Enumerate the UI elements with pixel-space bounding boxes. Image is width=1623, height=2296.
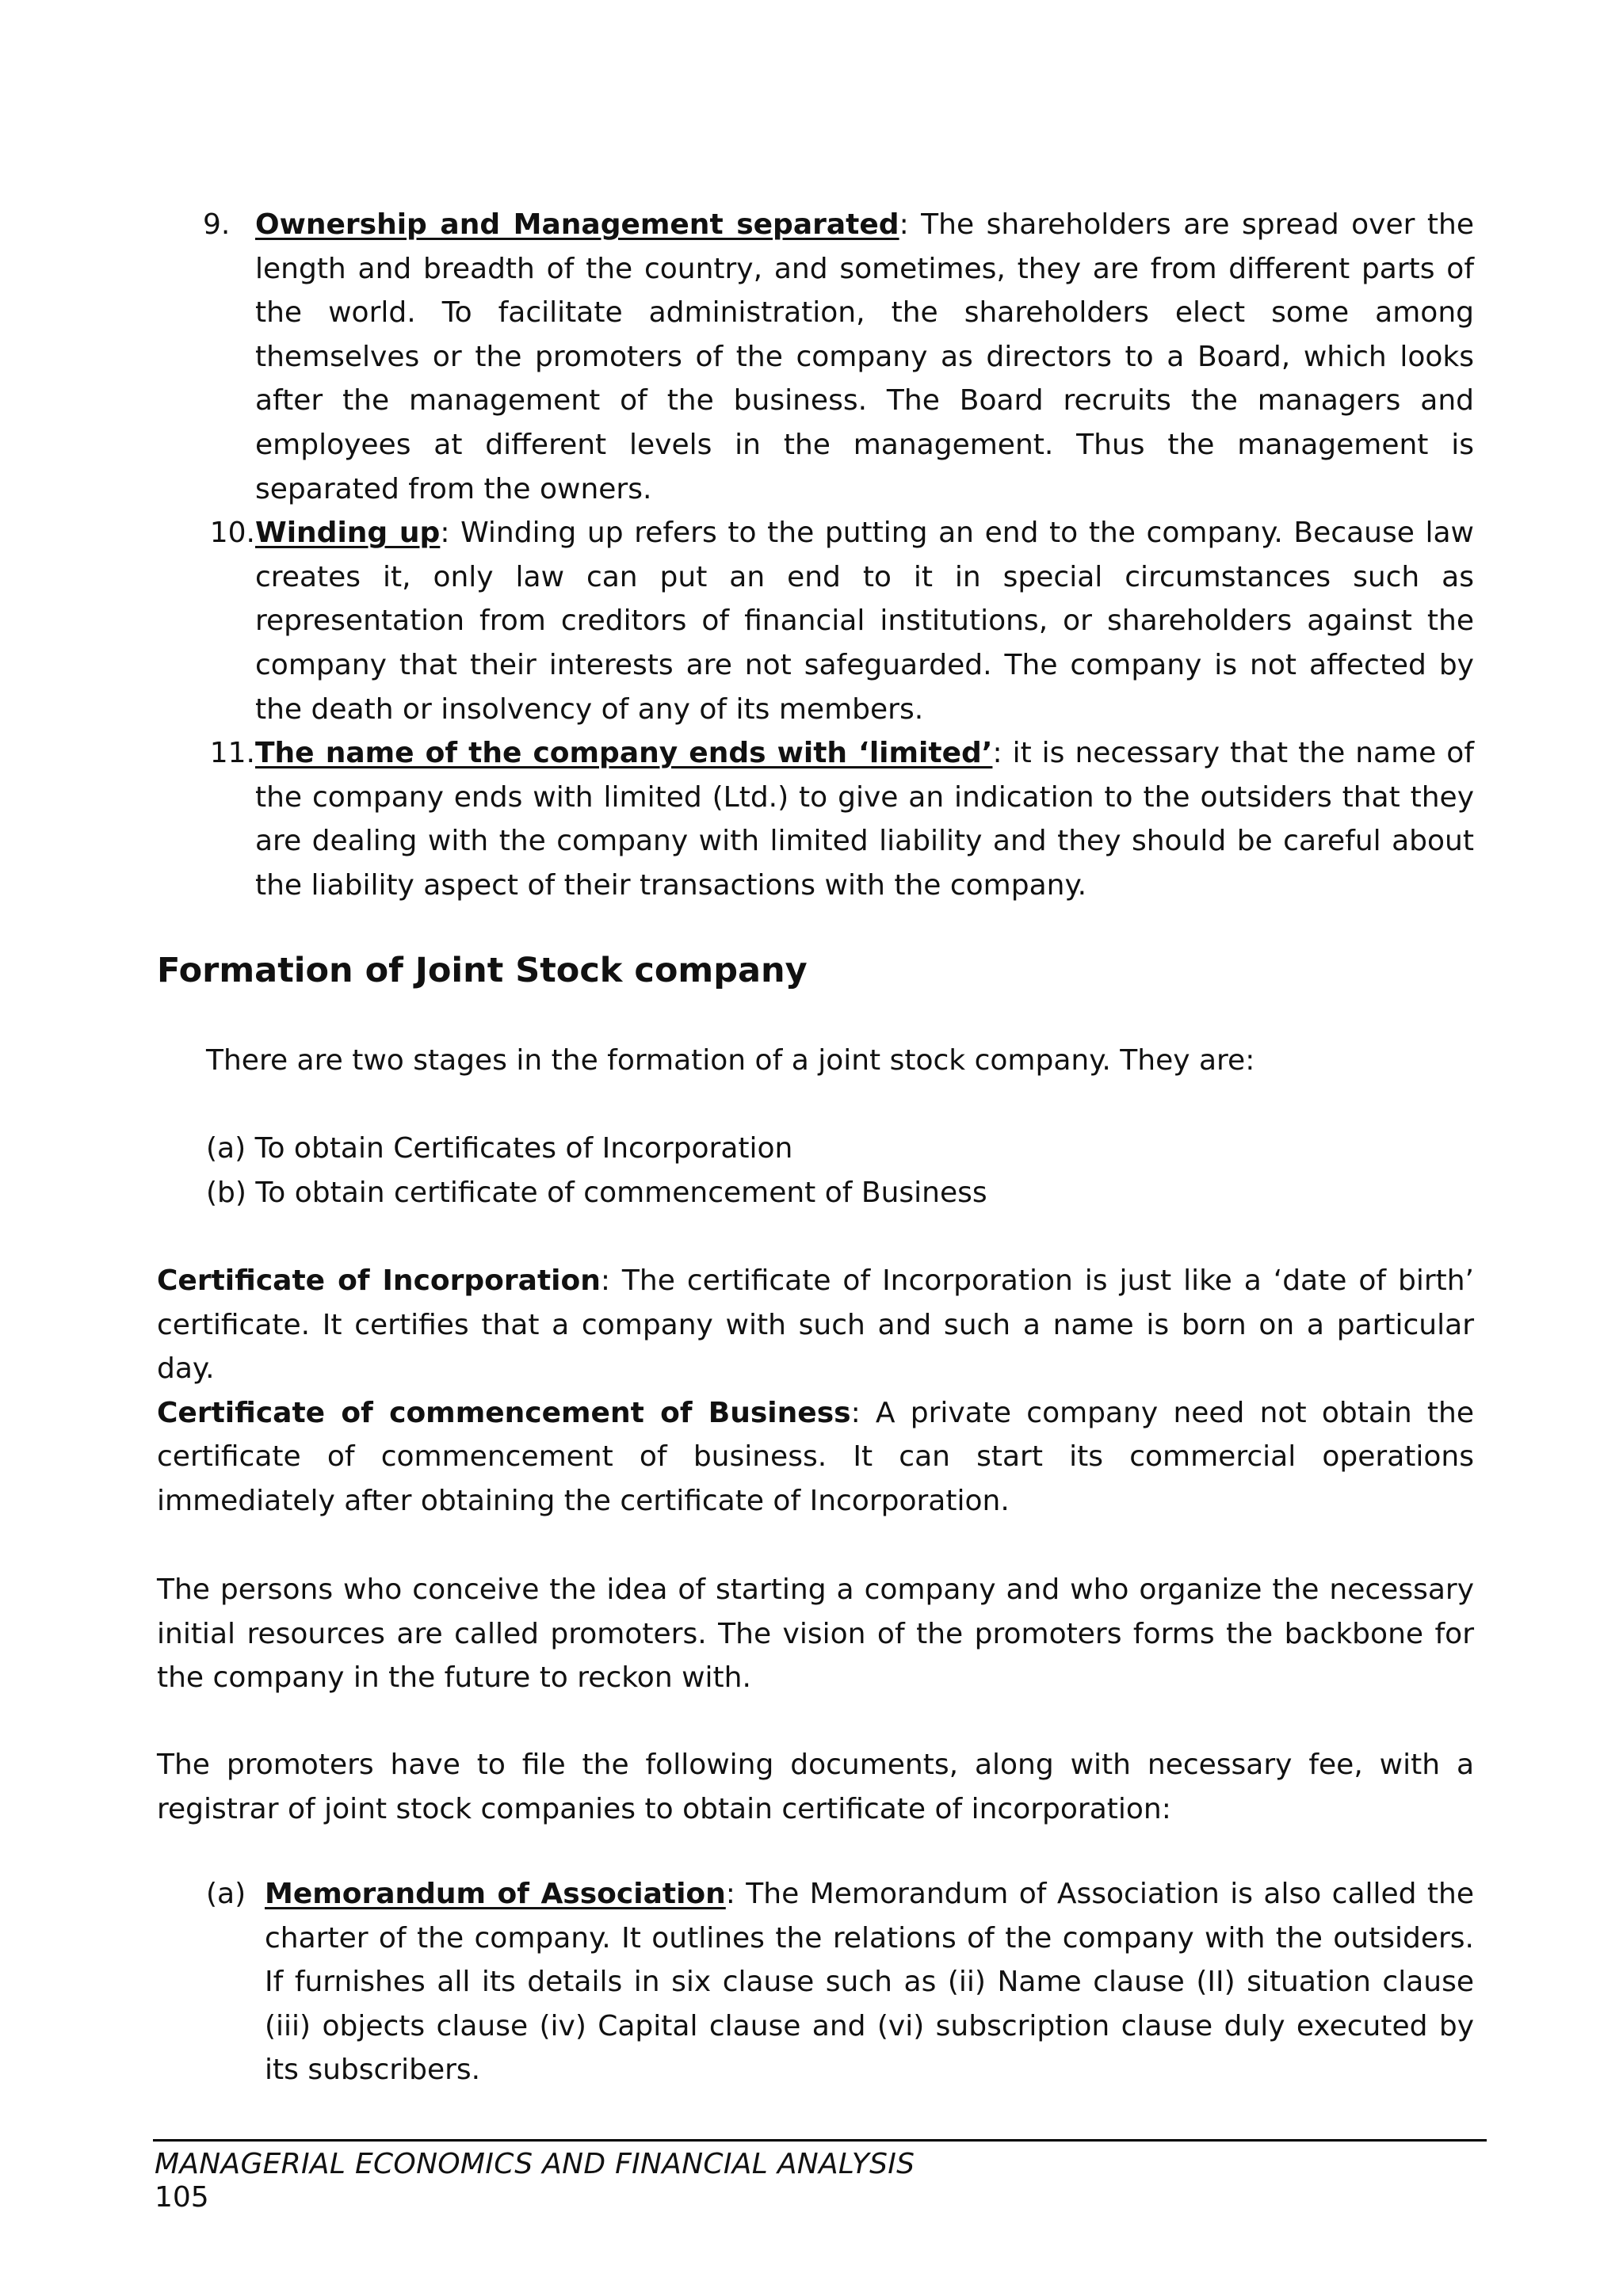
item-title: Winding up <box>255 517 441 550</box>
list-item-9 <box>157 203 1474 511</box>
promoters-paragraph: The persons who conceive the idea of starting a company and who organize the necessary initial resources are called promoters. The vision of the promoters forms the backbone for the company in the future to reckon with. <box>157 1573 1474 1695</box>
item-title: Memorandum of Association <box>265 1878 726 1910</box>
paragraph-label: Certificate of commencement of Business <box>157 1396 851 1429</box>
stages-list <box>206 1127 987 1215</box>
section-heading: Formation of Joint Stock company <box>157 951 808 990</box>
characteristics-list <box>157 203 1474 908</box>
stage-item: (a) To obtain Certificates of Incorporation <box>206 1132 793 1165</box>
certificate-incorporation-paragraph <box>157 1259 1474 1524</box>
paragraph-text: : A private company need not obtain the certificate of commencement of business. It can start its commercial operations immediately after obtaining the certificate of Incorporation. <box>157 1396 1475 1517</box>
memorandum-item <box>206 1872 1474 2092</box>
stage-item: (b) To obtain certificate of commencement of Business <box>206 1177 987 1209</box>
paragraph-label: Certificate of Incorporation <box>157 1264 601 1297</box>
documents-paragraph: The promoters have to file the following documents, along with necessary fee, with a registrar of joint stock companies to obtain certificate of incorporation: <box>157 1749 1474 1825</box>
item-title: The name of the company ends with ‘limited’ <box>255 737 993 770</box>
paragraph-text: : The certificate of Incorporation is just like a ‘date of birth’ certificate. It certifies that a company with such and such a name is born on a particular day. <box>157 1264 1474 1386</box>
list-number: 11. <box>209 737 255 770</box>
list-label: (a) <box>206 1878 246 1910</box>
list-item-10 <box>157 511 1474 731</box>
item-text: : The Memorandum of Association is also called the charter of the company. It outlines the relations of the company with the outsiders. If furnishes all its details in six clause such as (ii) Name clause (II) situation clause (iii) objects clause (iv) Capital clause and (vi) subscription clause duly executed by its subscribers. <box>265 1878 1474 2087</box>
intro-paragraph: There are two stages in the formation of a joint stock company. They are: <box>206 1044 1255 1077</box>
item-text: : it is necessary that the name of the company ends with limited (Ltd.) to give an indication to the outsiders that they are dealing with the company with limited liability and they should be careful about the liability aspect of their transactions with the company. <box>255 737 1475 902</box>
item-text: : The shareholders are spread over the length and breadth of the country, and sometimes, they are from different parts of the world. To facilitate administration, the shareholders elect some among themselves or the promoters of the company as directors to a Board, which looks after the management of the business. The Board recruits the managers and employees at different levels in the management. Thus the management is separated from the owners. <box>255 208 1474 505</box>
item-title: Ownership and Management separated <box>255 208 899 241</box>
footer-divider <box>153 2139 1487 2142</box>
list-number: 10. <box>209 517 255 550</box>
list-number: 9. <box>203 208 231 241</box>
item-text: : Winding up refers to the putting an end to the company. Because law creates it, only law can put an end to it in special circumstances such as representation from creditors of financial institutions, or shareholders against the company that their interests are not safeguarded. The company is not affected by the death or insolvency of any of its members. <box>255 517 1474 726</box>
page-number: 105 <box>155 2181 209 2214</box>
list-item-11 <box>157 731 1474 907</box>
footer-title: MANAGERIAL ECONOMICS AND FINANCIAL ANALYSIS <box>155 2148 915 2180</box>
